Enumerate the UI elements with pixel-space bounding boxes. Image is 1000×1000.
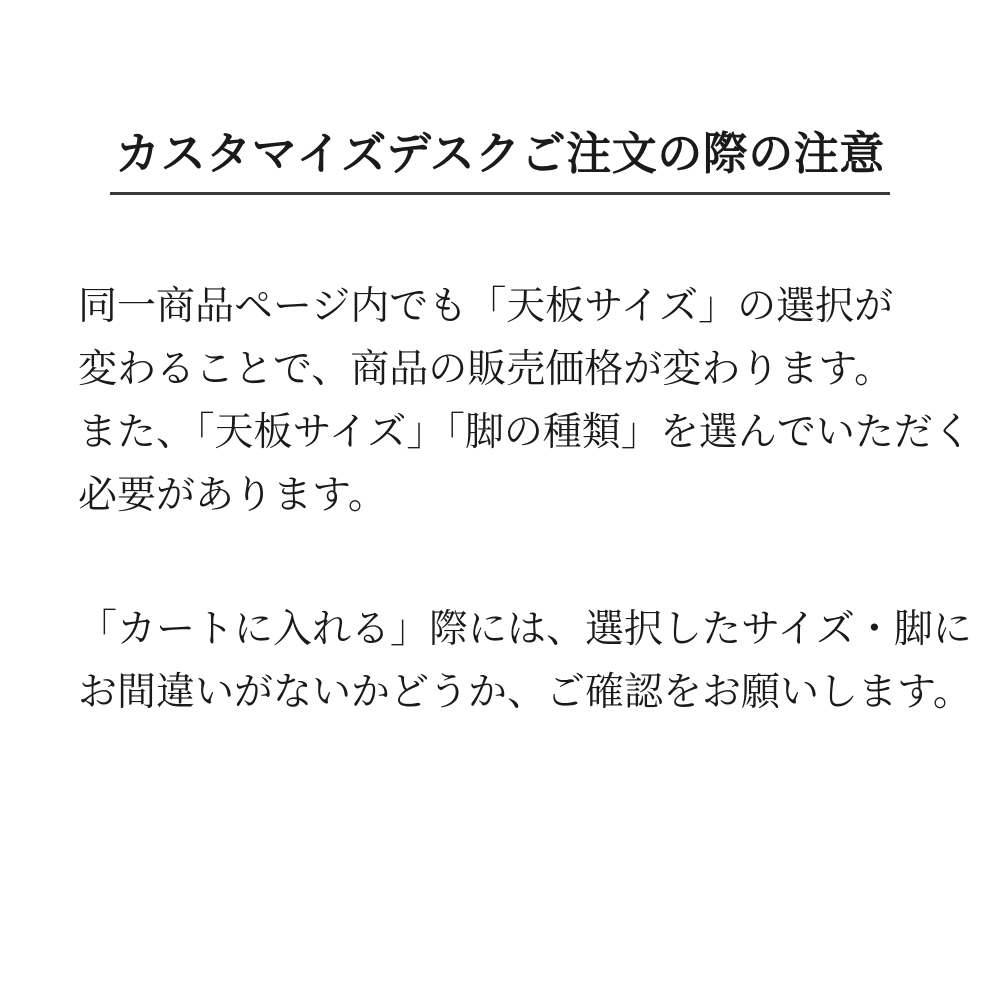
notice-line: また、「天板サイズ」「脚の種類」を選んでいただく: [78, 411, 972, 454]
notice-line: お間違いがないかどうか、ご確認をお願いします。: [78, 671, 972, 714]
notice-line: 「カートに入れる」際には、選択したサイズ・脚に: [78, 608, 972, 651]
notice-header: [0, 0, 1000, 195]
notice-line: 必要があります。: [78, 474, 387, 517]
notice-line: 変わることで、商品の販売価格が変わります。: [78, 348, 894, 391]
notice-paragraph-price: [78, 275, 972, 527]
notice-body: [0, 275, 1000, 724]
notice-title: カスタマイズデスクご注文の際の注意: [110, 127, 889, 195]
notice-paragraph-cart: [78, 598, 972, 724]
notice-line: 同一商品ページ内でも「天板サイズ」の選択が: [78, 285, 894, 328]
